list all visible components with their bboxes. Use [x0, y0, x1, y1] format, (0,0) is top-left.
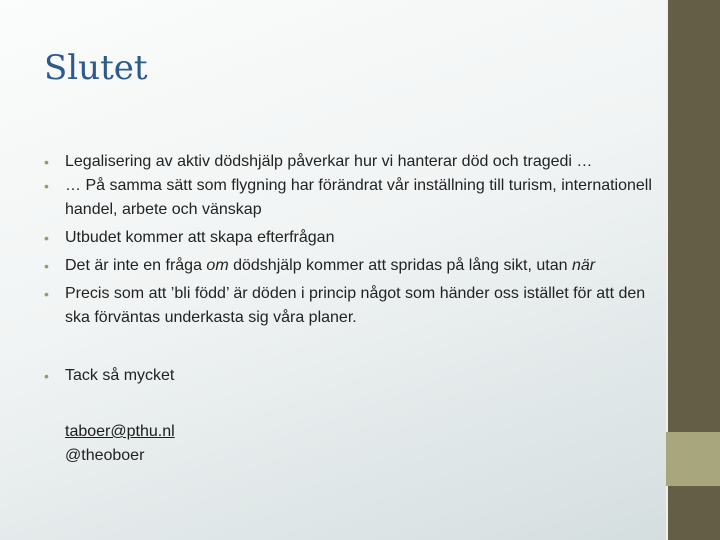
bullet-icon: • [44, 178, 49, 194]
contact-block [44, 420, 664, 468]
bullet-list [44, 150, 664, 468]
bullet-icon: • [44, 230, 49, 246]
bullet-icon: • [44, 286, 49, 302]
slide-title: Slutet [44, 48, 148, 88]
bullet-icon: • [44, 154, 49, 170]
bullet-icon: • [44, 368, 49, 384]
bullet-item [44, 150, 664, 174]
bullet-item [44, 254, 664, 278]
sidebar-accent-block [666, 432, 720, 486]
thanks-item [44, 364, 664, 388]
twitter-handle: @theoboer [65, 447, 145, 464]
bullet-text-italic: om [206, 257, 229, 274]
bullet-item [44, 174, 664, 222]
bullet-text: Legalisering av aktiv dödshjälp påverkar hur vi hanterar död och tragedi … [65, 153, 593, 170]
thanks-text: Tack så mycket [65, 367, 175, 384]
decorative-sidebar [666, 0, 720, 540]
bullet-text-part: dödshjälp kommer att spridas på lång sikt, utan [228, 257, 572, 274]
bullet-text-part: Det är inte en fråga [65, 257, 207, 274]
bullet-text-italic: när [571, 257, 596, 274]
bullet-text: … På samma sätt som flygning har förändrat vår inställning till turism, internationell handel, arbete och vänskap [65, 177, 652, 218]
bullet-text: Precis som att ’bli född’ är döden i princip något som händer oss istället för att den ska förväntas underkasta sig våra planer. [65, 285, 646, 326]
bullet-text: Utbudet kommer att skapa efterfrågan [65, 229, 335, 246]
bullet-item [44, 226, 664, 250]
email-link[interactable]: taboer@pthu.nl [65, 423, 175, 440]
bullet-item [44, 282, 664, 330]
bullet-icon: • [44, 258, 49, 274]
